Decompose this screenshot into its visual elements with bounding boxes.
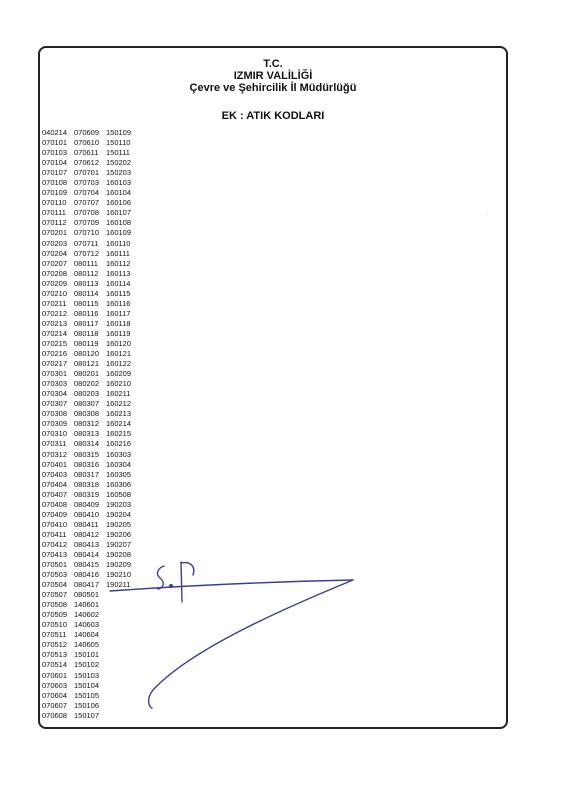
waste-code: 150104 bbox=[74, 680, 100, 690]
waste-code: 160215 bbox=[106, 429, 132, 439]
waste-code: 080113 bbox=[74, 278, 99, 288]
waste-code: 070508 bbox=[42, 600, 68, 610]
waste-code: 070509 bbox=[42, 610, 68, 620]
waste-code: 070701 bbox=[74, 168, 100, 178]
waste-code: 070709 bbox=[74, 218, 100, 228]
waste-code: 160114 bbox=[106, 278, 131, 288]
waste-code: 070209 bbox=[42, 278, 68, 288]
waste-code: 160211 bbox=[106, 389, 131, 399]
waste-code: 070403 bbox=[42, 469, 68, 479]
waste-code: 070710 bbox=[74, 228, 100, 238]
waste-code: 070214 bbox=[42, 328, 68, 338]
waste-code: 070203 bbox=[42, 238, 68, 248]
waste-code: 070604 bbox=[42, 690, 68, 700]
waste-code: 150107 bbox=[74, 710, 100, 720]
waste-code: 080117 bbox=[74, 318, 99, 328]
waste-code: 080317 bbox=[74, 469, 100, 479]
waste-code: 160212 bbox=[106, 399, 132, 409]
waste-code: 080120 bbox=[74, 349, 100, 359]
waste-code: 070213 bbox=[42, 318, 68, 328]
waste-code: 070503 bbox=[42, 570, 68, 580]
waste-code: 070501 bbox=[42, 560, 68, 570]
waste-code: 070407 bbox=[42, 489, 68, 499]
waste-code: 160109 bbox=[106, 228, 132, 238]
waste-code: 080112 bbox=[74, 268, 99, 278]
waste-code: 070612 bbox=[74, 158, 100, 168]
waste-code: 160122 bbox=[106, 359, 132, 369]
waste-code: 070303 bbox=[42, 379, 68, 389]
waste-code: 070507 bbox=[42, 590, 68, 600]
waste-code: 070411 bbox=[42, 529, 67, 539]
header-governorship: IZMIR VALİLİĞİ bbox=[233, 70, 313, 82]
waste-code: 160108 bbox=[106, 218, 132, 228]
waste-code: 160103 bbox=[106, 178, 132, 188]
waste-code: 070210 bbox=[42, 288, 68, 298]
waste-code: 080409 bbox=[74, 499, 100, 509]
waste-code: 190206 bbox=[106, 529, 132, 539]
waste-code: 080202 bbox=[74, 379, 100, 389]
waste-code: 070708 bbox=[74, 208, 100, 218]
waste-code: 070511 bbox=[42, 630, 67, 640]
waste-code: 070109 bbox=[42, 188, 68, 198]
waste-code: 080413 bbox=[74, 539, 100, 549]
waste-code: 070404 bbox=[42, 479, 68, 489]
waste-code: 080308 bbox=[74, 409, 100, 419]
waste-code: 150105 bbox=[74, 690, 100, 700]
waste-code: 160104 bbox=[106, 188, 132, 198]
waste-code: 160107 bbox=[106, 208, 132, 218]
waste-code: 080412 bbox=[74, 529, 100, 539]
waste-code: 070603 bbox=[42, 680, 68, 690]
waste-code: 160209 bbox=[106, 369, 132, 379]
waste-code: 080313 bbox=[74, 429, 100, 439]
waste-code: 160110 bbox=[106, 238, 131, 248]
waste-code: 070217 bbox=[42, 359, 68, 369]
waste-code: 070513 bbox=[42, 650, 68, 660]
waste-code: 070512 bbox=[42, 640, 68, 650]
waste-code: 150106 bbox=[74, 700, 100, 710]
waste-code: 070104 bbox=[42, 158, 68, 168]
waste-code: 070301 bbox=[42, 369, 68, 379]
waste-code: 080111 bbox=[74, 258, 98, 268]
waste-code: 070409 bbox=[42, 509, 68, 519]
waste-code: 080307 bbox=[74, 399, 100, 409]
waste-code: 080118 bbox=[74, 328, 99, 338]
waste-code: 070401 bbox=[42, 459, 68, 469]
waste-code: 080410 bbox=[74, 509, 100, 519]
waste-code: 080312 bbox=[74, 419, 100, 429]
waste-code: 140605 bbox=[74, 640, 100, 650]
waste-code: 160115 bbox=[106, 288, 131, 298]
waste-code: 070410 bbox=[42, 519, 68, 529]
waste-code: 070610 bbox=[74, 138, 100, 148]
waste-code: 070304 bbox=[42, 389, 68, 399]
waste-code: 070611 bbox=[74, 148, 99, 158]
waste-code: 080115 bbox=[74, 298, 99, 308]
waste-code: 070608 bbox=[42, 710, 68, 720]
waste-code: 070609 bbox=[74, 128, 100, 137]
waste-code: 150203 bbox=[106, 168, 132, 178]
waste-code: 080416 bbox=[74, 570, 100, 580]
waste-code: 070514 bbox=[42, 660, 68, 670]
header-directorate: Çevre ve Şehircilik İl Müdürlüğü bbox=[189, 82, 357, 94]
waste-code: 070707 bbox=[74, 198, 100, 208]
waste-code: 160113 bbox=[106, 268, 131, 278]
waste-code: 140602 bbox=[74, 610, 100, 620]
waste-code: 070711 bbox=[74, 238, 99, 248]
waste-code: 160304 bbox=[106, 459, 132, 469]
waste-code: 070211 bbox=[42, 298, 67, 308]
waste-code: 080314 bbox=[74, 439, 100, 449]
waste-code: 080114 bbox=[74, 288, 99, 298]
waste-code: 150110 bbox=[106, 138, 131, 148]
waste-code: 160121 bbox=[106, 349, 132, 359]
waste-code: 160210 bbox=[106, 379, 132, 389]
waste-code: 160306 bbox=[106, 479, 132, 489]
waste-code: 080417 bbox=[74, 580, 100, 590]
waste-code: 070110 bbox=[42, 198, 67, 208]
waste-code: 070107 bbox=[42, 168, 68, 178]
waste-code: 070413 bbox=[42, 549, 68, 559]
waste-code: 040214 bbox=[42, 128, 68, 137]
waste-code: 070504 bbox=[42, 580, 68, 590]
waste-code: 080203 bbox=[74, 389, 100, 399]
waste-code: 070207 bbox=[42, 258, 68, 268]
waste-code: 190211 bbox=[106, 580, 131, 590]
document-header bbox=[38, 58, 508, 94]
waste-code: 070112 bbox=[42, 218, 67, 228]
waste-code: 070111 bbox=[42, 208, 66, 218]
waste-code: 160120 bbox=[106, 338, 132, 348]
waste-code: 070103 bbox=[42, 148, 68, 158]
waste-code: 190208 bbox=[106, 549, 132, 559]
waste-code: 160305 bbox=[106, 469, 132, 479]
header-tc: T.C. bbox=[263, 58, 283, 70]
waste-code: 190205 bbox=[106, 519, 132, 529]
waste-code: 150111 bbox=[106, 148, 130, 158]
waste-code: 150101 bbox=[74, 650, 100, 660]
waste-code: 070601 bbox=[42, 670, 68, 680]
waste-code: 080316 bbox=[74, 459, 100, 469]
waste-code: 070215 bbox=[42, 338, 68, 348]
waste-code: 070201 bbox=[42, 228, 68, 238]
waste-code: 070703 bbox=[74, 178, 100, 188]
waste-code: 140603 bbox=[74, 620, 100, 630]
waste-code: 190204 bbox=[106, 509, 132, 519]
waste-code: 190209 bbox=[106, 560, 132, 570]
waste-code: 160214 bbox=[106, 419, 132, 429]
waste-code: 080315 bbox=[74, 449, 100, 459]
waste-code: 070607 bbox=[42, 700, 68, 710]
waste-code: 140604 bbox=[74, 630, 100, 640]
waste-code: 080414 bbox=[74, 549, 100, 559]
waste-code: 080201 bbox=[74, 369, 100, 379]
waste-code: 150103 bbox=[74, 670, 100, 680]
waste-code: 080119 bbox=[74, 338, 99, 348]
waste-code: 190203 bbox=[106, 499, 132, 509]
waste-code: 160117 bbox=[106, 308, 131, 318]
waste-code: 070212 bbox=[42, 308, 68, 318]
waste-code: 070712 bbox=[74, 248, 100, 258]
waste-code: 070216 bbox=[42, 349, 68, 359]
waste-code: 160111 bbox=[106, 248, 130, 258]
waste-code: 160116 bbox=[106, 298, 131, 308]
waste-code: 070307 bbox=[42, 399, 68, 409]
waste-code: 150102 bbox=[74, 660, 100, 670]
waste-code: 080415 bbox=[74, 560, 100, 570]
waste-code: 160508 bbox=[106, 489, 132, 499]
waste-code: 070310 bbox=[42, 429, 68, 439]
waste-code: 160119 bbox=[106, 328, 131, 338]
code-column-3 bbox=[106, 128, 146, 590]
waste-code: 070208 bbox=[42, 268, 68, 278]
waste-code: 080116 bbox=[74, 308, 99, 318]
waste-code: 160216 bbox=[106, 439, 132, 449]
waste-code: 070308 bbox=[42, 409, 68, 419]
waste-code: 160303 bbox=[106, 449, 132, 459]
waste-code: 160118 bbox=[106, 318, 131, 328]
waste-code: 070704 bbox=[74, 188, 100, 198]
waste-code: 070204 bbox=[42, 248, 68, 258]
waste-code: 080121 bbox=[74, 359, 100, 369]
waste-code: 190210 bbox=[106, 570, 132, 580]
waste-code: 080411 bbox=[74, 519, 99, 529]
waste-code: 140601 bbox=[74, 600, 100, 610]
waste-code: 160106 bbox=[106, 198, 132, 208]
waste-code: 070311 bbox=[42, 439, 67, 449]
waste-code: 160112 bbox=[106, 258, 131, 268]
waste-code: 190207 bbox=[106, 539, 132, 549]
waste-code: 070101 bbox=[42, 138, 68, 148]
waste-code: 160213 bbox=[106, 409, 132, 419]
waste-code: 070412 bbox=[42, 539, 68, 549]
waste-code: 070312 bbox=[42, 449, 68, 459]
waste-code: 080319 bbox=[74, 489, 100, 499]
section-title: EK : ATIK KODLARI bbox=[221, 110, 325, 122]
waste-code: 070408 bbox=[42, 499, 68, 509]
waste-code: 070510 bbox=[42, 620, 68, 630]
waste-code: 080501 bbox=[74, 590, 100, 600]
waste-code: 070309 bbox=[42, 419, 68, 429]
waste-code: 150202 bbox=[106, 158, 132, 168]
waste-code: 080318 bbox=[74, 479, 100, 489]
waste-code: 070108 bbox=[42, 178, 68, 188]
waste-code: 150109 bbox=[106, 128, 132, 137]
scan-speck: . bbox=[486, 212, 488, 218]
